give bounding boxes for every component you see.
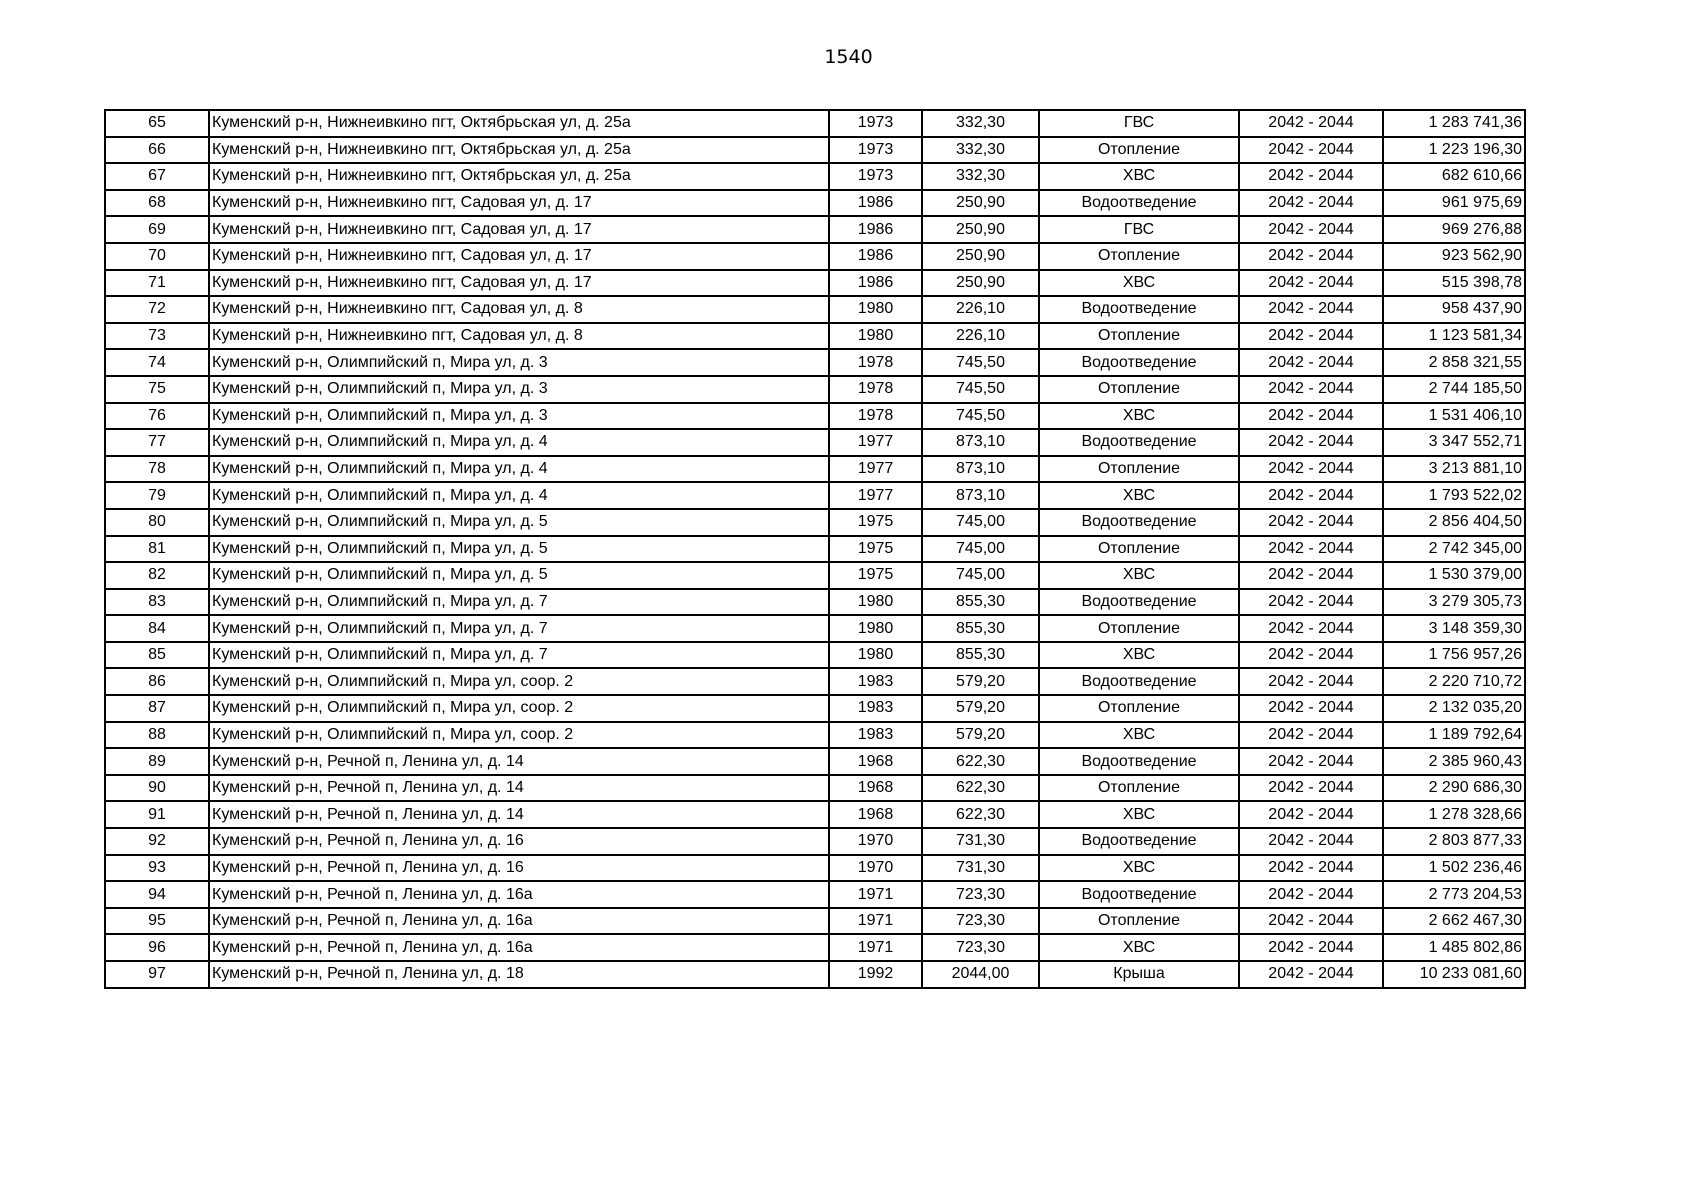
row-number-cell: 81 xyxy=(105,536,209,563)
row-number-cell: 80 xyxy=(105,509,209,536)
table-row xyxy=(105,509,1525,536)
period-cell: 2042 - 2044 xyxy=(1239,722,1383,749)
year-built-cell: 1980 xyxy=(829,642,922,669)
row-number-cell: 66 xyxy=(105,137,209,164)
table-row xyxy=(105,934,1525,961)
address-cell: Куменский р-н, Олимпийский п, Мира ул, д. 5 xyxy=(209,562,829,589)
work-type-cell: ХВС xyxy=(1039,642,1239,669)
area-cell: 723,30 xyxy=(922,908,1039,935)
row-number-cell: 68 xyxy=(105,190,209,217)
table-row xyxy=(105,722,1525,749)
year-built-cell: 1980 xyxy=(829,589,922,616)
period-cell: 2042 - 2044 xyxy=(1239,403,1383,430)
work-type-cell: Водоотведение xyxy=(1039,296,1239,323)
area-cell: 723,30 xyxy=(922,881,1039,908)
address-cell: Куменский р-н, Речной п, Ленина ул, д. 14 xyxy=(209,775,829,802)
area-cell: 332,30 xyxy=(922,110,1039,137)
cost-cell: 1 485 802,86 xyxy=(1383,934,1525,961)
table-body xyxy=(105,110,1525,988)
work-type-cell: Водоотведение xyxy=(1039,828,1239,855)
work-type-cell: Отопление xyxy=(1039,775,1239,802)
period-cell: 2042 - 2044 xyxy=(1239,482,1383,509)
work-type-cell: Водоотведение xyxy=(1039,190,1239,217)
row-number-cell: 82 xyxy=(105,562,209,589)
table-row xyxy=(105,961,1525,988)
row-number-cell: 91 xyxy=(105,801,209,828)
work-type-cell: Отопление xyxy=(1039,243,1239,270)
cost-cell: 1 278 328,66 xyxy=(1383,801,1525,828)
cost-cell: 515 398,78 xyxy=(1383,270,1525,297)
year-built-cell: 1983 xyxy=(829,722,922,749)
work-type-cell: ГВС xyxy=(1039,216,1239,243)
repair-schedule-table xyxy=(104,109,1526,989)
table-row xyxy=(105,589,1525,616)
area-cell: 250,90 xyxy=(922,270,1039,297)
row-number-cell: 69 xyxy=(105,216,209,243)
year-built-cell: 1968 xyxy=(829,801,922,828)
cost-cell: 1 531 406,10 xyxy=(1383,403,1525,430)
row-number-cell: 75 xyxy=(105,376,209,403)
year-built-cell: 1975 xyxy=(829,509,922,536)
work-type-cell: ХВС xyxy=(1039,934,1239,961)
work-type-cell: Отопление xyxy=(1039,376,1239,403)
year-built-cell: 1973 xyxy=(829,137,922,164)
table-row xyxy=(105,163,1525,190)
work-type-cell: Водоотведение xyxy=(1039,429,1239,456)
period-cell: 2042 - 2044 xyxy=(1239,536,1383,563)
cost-cell: 1 223 196,30 xyxy=(1383,137,1525,164)
year-built-cell: 1978 xyxy=(829,403,922,430)
year-built-cell: 1983 xyxy=(829,695,922,722)
cost-cell: 961 975,69 xyxy=(1383,190,1525,217)
year-built-cell: 1971 xyxy=(829,934,922,961)
year-built-cell: 1970 xyxy=(829,855,922,882)
work-type-cell: Отопление xyxy=(1039,456,1239,483)
row-number-cell: 89 xyxy=(105,748,209,775)
table-row xyxy=(105,270,1525,297)
year-built-cell: 1977 xyxy=(829,429,922,456)
period-cell: 2042 - 2044 xyxy=(1239,429,1383,456)
year-built-cell: 1986 xyxy=(829,190,922,217)
period-cell: 2042 - 2044 xyxy=(1239,323,1383,350)
row-number-cell: 67 xyxy=(105,163,209,190)
cost-cell: 2 132 035,20 xyxy=(1383,695,1525,722)
period-cell: 2042 - 2044 xyxy=(1239,615,1383,642)
cost-cell: 682 610,66 xyxy=(1383,163,1525,190)
row-number-cell: 71 xyxy=(105,270,209,297)
year-built-cell: 1975 xyxy=(829,562,922,589)
row-number-cell: 88 xyxy=(105,722,209,749)
area-cell: 579,20 xyxy=(922,722,1039,749)
year-built-cell: 1971 xyxy=(829,881,922,908)
area-cell: 332,30 xyxy=(922,163,1039,190)
row-number-cell: 86 xyxy=(105,668,209,695)
period-cell: 2042 - 2044 xyxy=(1239,881,1383,908)
work-type-cell: Водоотведение xyxy=(1039,748,1239,775)
address-cell: Куменский р-н, Олимпийский п, Мира ул, д. 3 xyxy=(209,376,829,403)
work-type-cell: Водоотведение xyxy=(1039,881,1239,908)
area-cell: 873,10 xyxy=(922,482,1039,509)
period-cell: 2042 - 2044 xyxy=(1239,589,1383,616)
address-cell: Куменский р-н, Нижнеивкино пгт, Садовая ул, д. 8 xyxy=(209,323,829,350)
row-number-cell: 93 xyxy=(105,855,209,882)
period-cell: 2042 - 2044 xyxy=(1239,296,1383,323)
table-row xyxy=(105,110,1525,137)
area-cell: 745,50 xyxy=(922,403,1039,430)
year-built-cell: 1968 xyxy=(829,748,922,775)
work-type-cell: ХВС xyxy=(1039,801,1239,828)
address-cell: Куменский р-н, Олимпийский п, Мира ул, соор. 2 xyxy=(209,722,829,749)
period-cell: 2042 - 2044 xyxy=(1239,216,1383,243)
area-cell: 250,90 xyxy=(922,216,1039,243)
table-row xyxy=(105,801,1525,828)
work-type-cell: Отопление xyxy=(1039,323,1239,350)
area-cell: 332,30 xyxy=(922,137,1039,164)
period-cell: 2042 - 2044 xyxy=(1239,908,1383,935)
address-cell: Куменский р-н, Олимпийский п, Мира ул, д. 4 xyxy=(209,482,829,509)
area-cell: 731,30 xyxy=(922,855,1039,882)
table-row xyxy=(105,323,1525,350)
table-row xyxy=(105,562,1525,589)
table-row xyxy=(105,456,1525,483)
address-cell: Куменский р-н, Олимпийский п, Мира ул, д. 3 xyxy=(209,349,829,376)
work-type-cell: Крыша xyxy=(1039,961,1239,988)
table-row xyxy=(105,403,1525,430)
row-number-cell: 76 xyxy=(105,403,209,430)
table-row xyxy=(105,349,1525,376)
period-cell: 2042 - 2044 xyxy=(1239,509,1383,536)
address-cell: Куменский р-н, Нижнеивкино пгт, Садовая ул, д. 17 xyxy=(209,190,829,217)
year-built-cell: 1978 xyxy=(829,376,922,403)
area-cell: 250,90 xyxy=(922,190,1039,217)
cost-cell: 958 437,90 xyxy=(1383,296,1525,323)
table-row xyxy=(105,855,1525,882)
year-built-cell: 1986 xyxy=(829,270,922,297)
work-type-cell: ХВС xyxy=(1039,722,1239,749)
cost-cell: 2 662 467,30 xyxy=(1383,908,1525,935)
cost-cell: 1 793 522,02 xyxy=(1383,482,1525,509)
year-built-cell: 1973 xyxy=(829,163,922,190)
period-cell: 2042 - 2044 xyxy=(1239,668,1383,695)
period-cell: 2042 - 2044 xyxy=(1239,748,1383,775)
address-cell: Куменский р-н, Олимпийский п, Мира ул, д. 7 xyxy=(209,615,829,642)
address-cell: Куменский р-н, Речной п, Ленина ул, д. 16а xyxy=(209,908,829,935)
year-built-cell: 1971 xyxy=(829,908,922,935)
table-row xyxy=(105,376,1525,403)
table-row xyxy=(105,429,1525,456)
row-number-cell: 79 xyxy=(105,482,209,509)
address-cell: Куменский р-н, Речной п, Ленина ул, д. 14 xyxy=(209,801,829,828)
table-row xyxy=(105,775,1525,802)
period-cell: 2042 - 2044 xyxy=(1239,270,1383,297)
area-cell: 873,10 xyxy=(922,429,1039,456)
cost-cell: 1 502 236,46 xyxy=(1383,855,1525,882)
work-type-cell: Водоотведение xyxy=(1039,589,1239,616)
period-cell: 2042 - 2044 xyxy=(1239,190,1383,217)
period-cell: 2042 - 2044 xyxy=(1239,243,1383,270)
year-built-cell: 1977 xyxy=(829,482,922,509)
address-cell: Куменский р-н, Олимпийский п, Мира ул, д. 5 xyxy=(209,509,829,536)
period-cell: 2042 - 2044 xyxy=(1239,349,1383,376)
row-number-cell: 97 xyxy=(105,961,209,988)
period-cell: 2042 - 2044 xyxy=(1239,775,1383,802)
work-type-cell: Отопление xyxy=(1039,615,1239,642)
area-cell: 745,50 xyxy=(922,349,1039,376)
table-row xyxy=(105,668,1525,695)
table-row xyxy=(105,190,1525,217)
period-cell: 2042 - 2044 xyxy=(1239,801,1383,828)
period-cell: 2042 - 2044 xyxy=(1239,376,1383,403)
work-type-cell: ХВС xyxy=(1039,855,1239,882)
area-cell: 855,30 xyxy=(922,589,1039,616)
row-number-cell: 73 xyxy=(105,323,209,350)
table-row xyxy=(105,695,1525,722)
year-built-cell: 1980 xyxy=(829,615,922,642)
area-cell: 226,10 xyxy=(922,296,1039,323)
period-cell: 2042 - 2044 xyxy=(1239,828,1383,855)
work-type-cell: ХВС xyxy=(1039,482,1239,509)
cost-cell: 1 756 957,26 xyxy=(1383,642,1525,669)
area-cell: 731,30 xyxy=(922,828,1039,855)
table-row xyxy=(105,536,1525,563)
work-type-cell: ХВС xyxy=(1039,562,1239,589)
table-row xyxy=(105,137,1525,164)
work-type-cell: Отопление xyxy=(1039,137,1239,164)
area-cell: 622,30 xyxy=(922,801,1039,828)
year-built-cell: 1968 xyxy=(829,775,922,802)
row-number-cell: 85 xyxy=(105,642,209,669)
address-cell: Куменский р-н, Олимпийский п, Мира ул, д. 7 xyxy=(209,589,829,616)
address-cell: Куменский р-н, Нижнеивкино пгт, Октябрьская ул, д. 25а xyxy=(209,137,829,164)
year-built-cell: 1978 xyxy=(829,349,922,376)
address-cell: Куменский р-н, Речной п, Ленина ул, д. 16а xyxy=(209,934,829,961)
area-cell: 622,30 xyxy=(922,748,1039,775)
period-cell: 2042 - 2044 xyxy=(1239,642,1383,669)
address-cell: Куменский р-н, Олимпийский п, Мира ул, д. 7 xyxy=(209,642,829,669)
address-cell: Куменский р-н, Олимпийский п, Мира ул, д. 5 xyxy=(209,536,829,563)
year-built-cell: 1975 xyxy=(829,536,922,563)
year-built-cell: 1983 xyxy=(829,668,922,695)
cost-cell: 969 276,88 xyxy=(1383,216,1525,243)
cost-cell: 2 744 185,50 xyxy=(1383,376,1525,403)
table-row xyxy=(105,908,1525,935)
address-cell: Куменский р-н, Речной п, Ленина ул, д. 16 xyxy=(209,828,829,855)
cost-cell: 3 279 305,73 xyxy=(1383,589,1525,616)
address-cell: Куменский р-н, Нижнеивкино пгт, Октябрьская ул, д. 25а xyxy=(209,110,829,137)
work-type-cell: ХВС xyxy=(1039,403,1239,430)
year-built-cell: 1980 xyxy=(829,296,922,323)
table-row xyxy=(105,748,1525,775)
row-number-cell: 78 xyxy=(105,456,209,483)
area-cell: 745,00 xyxy=(922,509,1039,536)
cost-cell: 2 773 204,53 xyxy=(1383,881,1525,908)
table-row xyxy=(105,243,1525,270)
cost-cell: 10 233 081,60 xyxy=(1383,961,1525,988)
row-number-cell: 70 xyxy=(105,243,209,270)
table-row xyxy=(105,642,1525,669)
work-type-cell: Отопление xyxy=(1039,695,1239,722)
area-cell: 873,10 xyxy=(922,456,1039,483)
address-cell: Куменский р-н, Олимпийский п, Мира ул, д. 4 xyxy=(209,429,829,456)
cost-cell: 1 123 581,34 xyxy=(1383,323,1525,350)
year-built-cell: 1980 xyxy=(829,323,922,350)
address-cell: Куменский р-н, Нижнеивкино пгт, Садовая ул, д. 17 xyxy=(209,216,829,243)
cost-cell: 2 385 960,43 xyxy=(1383,748,1525,775)
area-cell: 226,10 xyxy=(922,323,1039,350)
period-cell: 2042 - 2044 xyxy=(1239,562,1383,589)
row-number-cell: 72 xyxy=(105,296,209,323)
row-number-cell: 94 xyxy=(105,881,209,908)
area-cell: 855,30 xyxy=(922,642,1039,669)
year-built-cell: 1986 xyxy=(829,216,922,243)
cost-cell: 2 220 710,72 xyxy=(1383,668,1525,695)
cost-cell: 3 213 881,10 xyxy=(1383,456,1525,483)
cost-cell: 1 189 792,64 xyxy=(1383,722,1525,749)
work-type-cell: Водоотведение xyxy=(1039,668,1239,695)
period-cell: 2042 - 2044 xyxy=(1239,855,1383,882)
cost-cell: 2 856 404,50 xyxy=(1383,509,1525,536)
period-cell: 2042 - 2044 xyxy=(1239,137,1383,164)
address-cell: Куменский р-н, Нижнеивкино пгт, Садовая ул, д. 8 xyxy=(209,296,829,323)
period-cell: 2042 - 2044 xyxy=(1239,456,1383,483)
address-cell: Куменский р-н, Нижнеивкино пгт, Садовая ул, д. 17 xyxy=(209,243,829,270)
year-built-cell: 1992 xyxy=(829,961,922,988)
work-type-cell: Отопление xyxy=(1039,536,1239,563)
address-cell: Куменский р-н, Нижнеивкино пгт, Октябрьская ул, д. 25а xyxy=(209,163,829,190)
row-number-cell: 65 xyxy=(105,110,209,137)
area-cell: 579,20 xyxy=(922,668,1039,695)
address-cell: Куменский р-н, Речной п, Ленина ул, д. 16а xyxy=(209,881,829,908)
address-cell: Куменский р-н, Олимпийский п, Мира ул, д. 3 xyxy=(209,403,829,430)
row-number-cell: 90 xyxy=(105,775,209,802)
period-cell: 2042 - 2044 xyxy=(1239,934,1383,961)
cost-cell: 3 347 552,71 xyxy=(1383,429,1525,456)
period-cell: 2042 - 2044 xyxy=(1239,163,1383,190)
row-number-cell: 77 xyxy=(105,429,209,456)
address-cell: Куменский р-н, Речной п, Ленина ул, д. 14 xyxy=(209,748,829,775)
table-row xyxy=(105,482,1525,509)
period-cell: 2042 - 2044 xyxy=(1239,110,1383,137)
cost-cell: 3 148 359,30 xyxy=(1383,615,1525,642)
area-cell: 622,30 xyxy=(922,775,1039,802)
area-cell: 723,30 xyxy=(922,934,1039,961)
table-row xyxy=(105,828,1525,855)
area-cell: 745,50 xyxy=(922,376,1039,403)
year-built-cell: 1986 xyxy=(829,243,922,270)
row-number-cell: 92 xyxy=(105,828,209,855)
row-number-cell: 87 xyxy=(105,695,209,722)
cost-cell: 923 562,90 xyxy=(1383,243,1525,270)
area-cell: 745,00 xyxy=(922,562,1039,589)
work-type-cell: ГВС xyxy=(1039,110,1239,137)
address-cell: Куменский р-н, Речной п, Ленина ул, д. 16 xyxy=(209,855,829,882)
work-type-cell: ХВС xyxy=(1039,163,1239,190)
address-cell: Куменский р-н, Олимпийский п, Мира ул, соор. 2 xyxy=(209,695,829,722)
work-type-cell: Водоотведение xyxy=(1039,509,1239,536)
year-built-cell: 1970 xyxy=(829,828,922,855)
area-cell: 745,00 xyxy=(922,536,1039,563)
table-row xyxy=(105,881,1525,908)
period-cell: 2042 - 2044 xyxy=(1239,961,1383,988)
address-cell: Куменский р-н, Олимпийский п, Мира ул, соор. 2 xyxy=(209,668,829,695)
area-cell: 2044,00 xyxy=(922,961,1039,988)
table-row xyxy=(105,216,1525,243)
address-cell: Куменский р-н, Нижнеивкино пгт, Садовая ул, д. 17 xyxy=(209,270,829,297)
cost-cell: 2 742 345,00 xyxy=(1383,536,1525,563)
row-number-cell: 95 xyxy=(105,908,209,935)
year-built-cell: 1973 xyxy=(829,110,922,137)
table-row xyxy=(105,615,1525,642)
work-type-cell: Отопление xyxy=(1039,908,1239,935)
period-cell: 2042 - 2044 xyxy=(1239,695,1383,722)
cost-cell: 1 283 741,36 xyxy=(1383,110,1525,137)
page-number: 1540 xyxy=(824,46,873,68)
address-cell: Куменский р-н, Олимпийский п, Мира ул, д. 4 xyxy=(209,456,829,483)
row-number-cell: 96 xyxy=(105,934,209,961)
row-number-cell: 83 xyxy=(105,589,209,616)
year-built-cell: 1977 xyxy=(829,456,922,483)
area-cell: 855,30 xyxy=(922,615,1039,642)
work-type-cell: Водоотведение xyxy=(1039,349,1239,376)
address-cell: Куменский р-н, Речной п, Ленина ул, д. 18 xyxy=(209,961,829,988)
work-type-cell: ХВС xyxy=(1039,270,1239,297)
cost-cell: 1 530 379,00 xyxy=(1383,562,1525,589)
row-number-cell: 84 xyxy=(105,615,209,642)
cost-cell: 2 858 321,55 xyxy=(1383,349,1525,376)
cost-cell: 2 803 877,33 xyxy=(1383,828,1525,855)
area-cell: 579,20 xyxy=(922,695,1039,722)
cost-cell: 2 290 686,30 xyxy=(1383,775,1525,802)
area-cell: 250,90 xyxy=(922,243,1039,270)
row-number-cell: 74 xyxy=(105,349,209,376)
table-row xyxy=(105,296,1525,323)
